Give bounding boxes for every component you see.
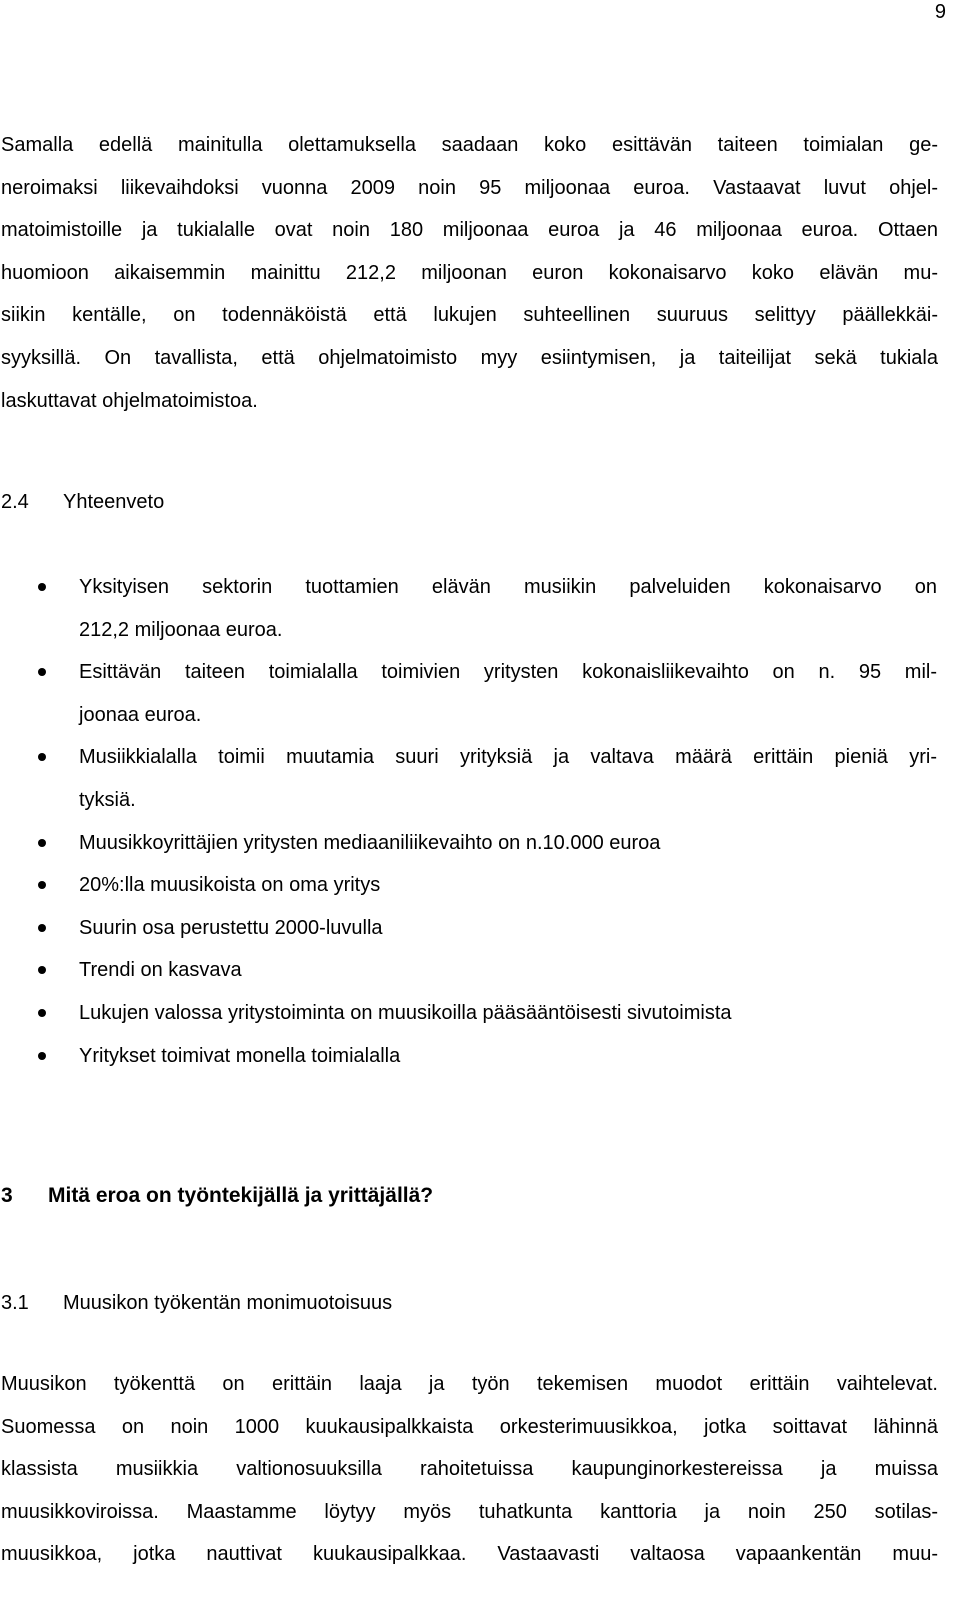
paragraph-line: klassista musiikkia valtionosuuksilla rahoitetuissa kaupunginorkestereissa ja muissa [1, 1458, 938, 1481]
bullet-icon [38, 924, 46, 932]
list-item-text [79, 736, 937, 821]
paragraph-line: muusikkoa, jotka nauttivat kuukausipalkkaa. Vastaavasti valtaosa vapaankentän muu- [1, 1543, 938, 1566]
paragraph-line: laskuttavat ohjelmatoimistoa. [1, 389, 258, 412]
list-item-line: Lukujen valossa yritystoiminta on muusikoilla pääsääntöisesti sivutoimista [79, 1001, 732, 1024]
bullet-icon [38, 1052, 46, 1060]
section-number: 3.1 [1, 1292, 29, 1314]
list-item-line: Trendi on kasvava [79, 959, 242, 982]
chapter-number: 3 [1, 1184, 13, 1207]
list-item-line: Yksityisen sektorin tuottamien elävän musiikin palveluiden kokonaisarvo on [79, 576, 937, 598]
paragraph-line: siikin kentälle, on todennäköistä että lukujen suhteellinen suuruus selittyy päällekkäi- [1, 304, 938, 327]
bullet-icon [38, 668, 46, 676]
bullet-icon [38, 583, 46, 591]
paragraph-line: Suomessa on noin 1000 kuukausipalkkaista orkesterimuusikkoa, jotka soittavat lähinnä [1, 1415, 938, 1438]
paragraph-line: huomioon aikaisemmin mainittu 212,2 miljoonan euron kokonaisarvo koko elävän mu- [1, 261, 938, 284]
bullet-icon [38, 753, 46, 761]
list-item [0, 907, 937, 950]
summary-bullet-list [0, 566, 937, 1077]
section-number: 2.4 [1, 491, 29, 513]
list-item-line: tyksiä. [79, 788, 136, 811]
list-item-text [79, 864, 937, 907]
paragraph-line: syyksillä. On tavallista, että ohjelmatoimisto myy esiintymisen, ja taiteilijat sekä tukiala [1, 346, 938, 369]
paragraph-line: neroimaksi liikevaihdoksi vuonna 2009 noin 95 miljoonaa euroa. Vastaavat luvut ohjel- [1, 176, 938, 199]
list-item-text [79, 1035, 937, 1078]
bullet-icon [38, 839, 46, 847]
list-item-text [79, 822, 937, 865]
bullet-icon [38, 1009, 46, 1017]
list-item-line: Suurin osa perustettu 2000-luvulla [79, 916, 383, 939]
list-item-line: 212,2 miljoonaa euroa. [79, 618, 283, 641]
list-item-text [79, 907, 937, 950]
section-heading-2-4 [1, 487, 164, 517]
body-paragraph-1 [1, 124, 938, 422]
bullet-icon [38, 881, 46, 889]
list-item-line: Esittävän taiteen toimialalla toimivien yritysten kokonaisliikevaihto on n. 95 mil- [79, 661, 937, 684]
list-item-text [79, 992, 937, 1035]
list-item [0, 992, 937, 1035]
list-item [0, 736, 937, 821]
list-item-text [79, 566, 937, 651]
paragraph-line: matoimistoille ja tukialalle ovat noin 180 miljoonaa euroa ja 46 miljoonaa euroa. Ottaen [1, 219, 938, 242]
list-item-text [79, 651, 937, 736]
list-item [0, 949, 937, 992]
list-item [0, 822, 937, 865]
list-item-line: 20%:lla muusikoista on oma yritys [79, 874, 381, 897]
bullet-icon [38, 966, 46, 974]
paragraph-line: muusikkoviroissa. Maastamme löytyy myös tuhatkunta kanttoria ja noin 250 sotilas- [1, 1500, 938, 1523]
list-item [0, 1035, 937, 1078]
chapter-heading-3 [1, 1180, 433, 1212]
paragraph-line: Muusikon työkenttä on erittäin laaja ja työn tekemisen muodot erittäin vaihtelevat. [1, 1373, 938, 1395]
list-item [0, 566, 937, 651]
section-title: Yhteenveto [63, 491, 165, 513]
list-item [0, 864, 937, 907]
list-item-line: joonaa euroa. [79, 703, 202, 726]
body-paragraph-2 [1, 1363, 938, 1576]
paragraph-line: Samalla edellä mainitulla olettamuksella saadaan koko esittävän taiteen toimialan ge- [1, 134, 938, 156]
list-item [0, 651, 937, 736]
chapter-title: Mitä eroa on työntekijällä ja yrittäjällä? [48, 1184, 434, 1207]
section-heading-3-1 [1, 1288, 392, 1318]
list-item-text [79, 949, 937, 992]
list-item-line: Yritykset toimivat monella toimialalla [79, 1044, 401, 1067]
list-item-line: Musiikkialalla toimii muutamia suuri yrityksiä ja valtava määrä erittäin pieniä yri- [79, 746, 937, 769]
section-title: Muusikon työkentän monimuotoisuus [63, 1292, 393, 1314]
page-number: 9 [934, 1, 946, 23]
list-item-line: Muusikkoyrittäjien yritysten mediaaniliikevaihto on n.10.000 euroa [79, 831, 661, 854]
